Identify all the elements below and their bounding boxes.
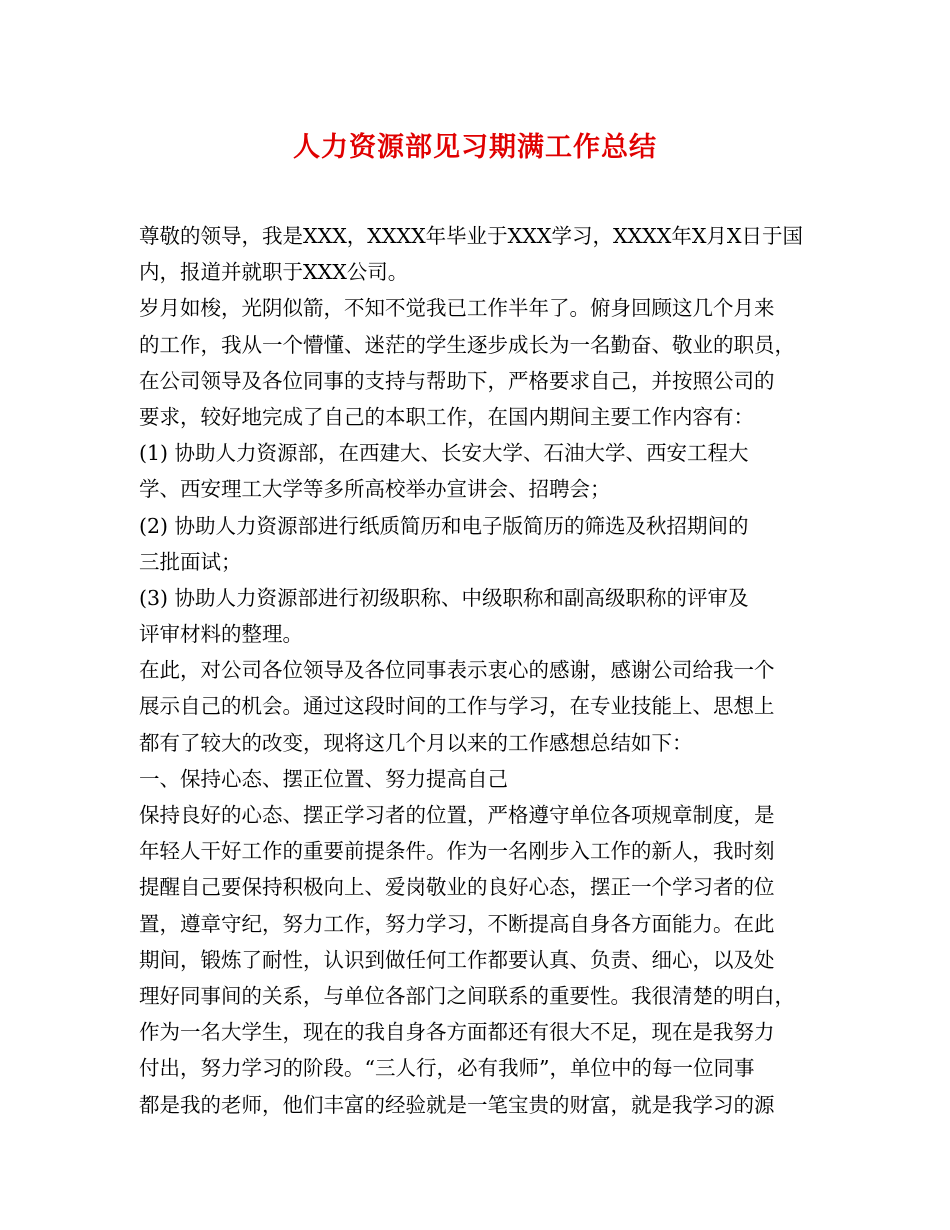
text-line: 年轻人干好工作的重要前提条件。作为一名刚步入工作的新人，我时刻 bbox=[139, 839, 775, 864]
text-line: 评审材料的整理。 bbox=[139, 622, 303, 647]
text-line: 内，报道并就职于XXX公司。 bbox=[139, 260, 409, 285]
document-body bbox=[139, 218, 819, 1123]
text-line: 保持良好的心态、摆正学习者的位置，严格遵守单位各项规章制度，是 bbox=[139, 803, 775, 827]
text-line: 学、西安理工大学等多所高校举办宣讲会、招聘会； bbox=[139, 477, 611, 502]
document-title: 人力资源部见习期满工作总结 bbox=[293, 132, 657, 163]
text-line: 尊敬的领导，我是XXX，XXXX年毕业于XXX学习，XXXX年X月X日于国 bbox=[139, 224, 804, 248]
text-line: 都是我的老师，他们丰富的经验就是一笔宝贵的财富，就是我学习的源 bbox=[139, 1092, 775, 1117]
text-line: 三批面试； bbox=[139, 549, 242, 574]
text-line: 在公司领导及各位同事的支持与帮助下，严格要求自己，并按照公司的 bbox=[139, 368, 775, 393]
text-line: 作为一名大学生，现在的我自身各方面都还有很大不足，现在是我努力 bbox=[139, 1020, 775, 1045]
text-line: 理好同事间的关系，与单位各部门之间联系的重要性。我很清楚的明白， bbox=[139, 983, 795, 1008]
list-item-2: (2) 协助人力资源部进行纸质简历和电子版简历的筛选及秋招期间的 bbox=[139, 513, 749, 538]
text-line: 都有了较大的改变，现将这几个月以来的工作感想总结如下： bbox=[139, 730, 693, 755]
text-line: 在此，对公司各位领导及各位同事表示衷心的感谢，感谢公司给我一个 bbox=[139, 658, 775, 683]
text-line: 要求，较好地完成了自己的本职工作，在国内期间主要工作内容有： bbox=[139, 404, 754, 429]
text-line: 期间，锻炼了耐性，认识到做任何工作都要认真、负责、细心，以及处 bbox=[139, 947, 775, 972]
text-line: 的工作，我从一个懵懂、迷茫的学生逐步成长为一名勤奋、敬业的职员， bbox=[139, 332, 795, 357]
list-item-3: (3) 协助人力资源部进行初级职称、中级职称和副高级职称的评审及 bbox=[139, 585, 749, 610]
text-line: 置，遵章守纪，努力工作，努力学习，不断提高自身各方面能力。在此 bbox=[139, 911, 775, 936]
list-item-1: (1) 协助人力资源部，在西建大、长安大学、石油大学、西安工程大 bbox=[139, 441, 749, 466]
section-heading: 一、保持心态、摆正位置、努力提高自己 bbox=[139, 766, 508, 791]
text-line: 付出，努力学习的阶段。“三人行，必有我师”，单位中的每一位同事 bbox=[139, 1056, 755, 1081]
text-line: 展示自己的机会。通过这段时间的工作与学习，在专业技能上、思想上 bbox=[139, 694, 775, 719]
text-line: 岁月如梭，光阴似箭，不知不觉我已工作半年了。俯身回顾这几个月来 bbox=[139, 296, 775, 321]
text-line: 提醒自己要保持积极向上、爱岗敬业的良好心态，摆正一个学习者的位 bbox=[139, 875, 775, 900]
